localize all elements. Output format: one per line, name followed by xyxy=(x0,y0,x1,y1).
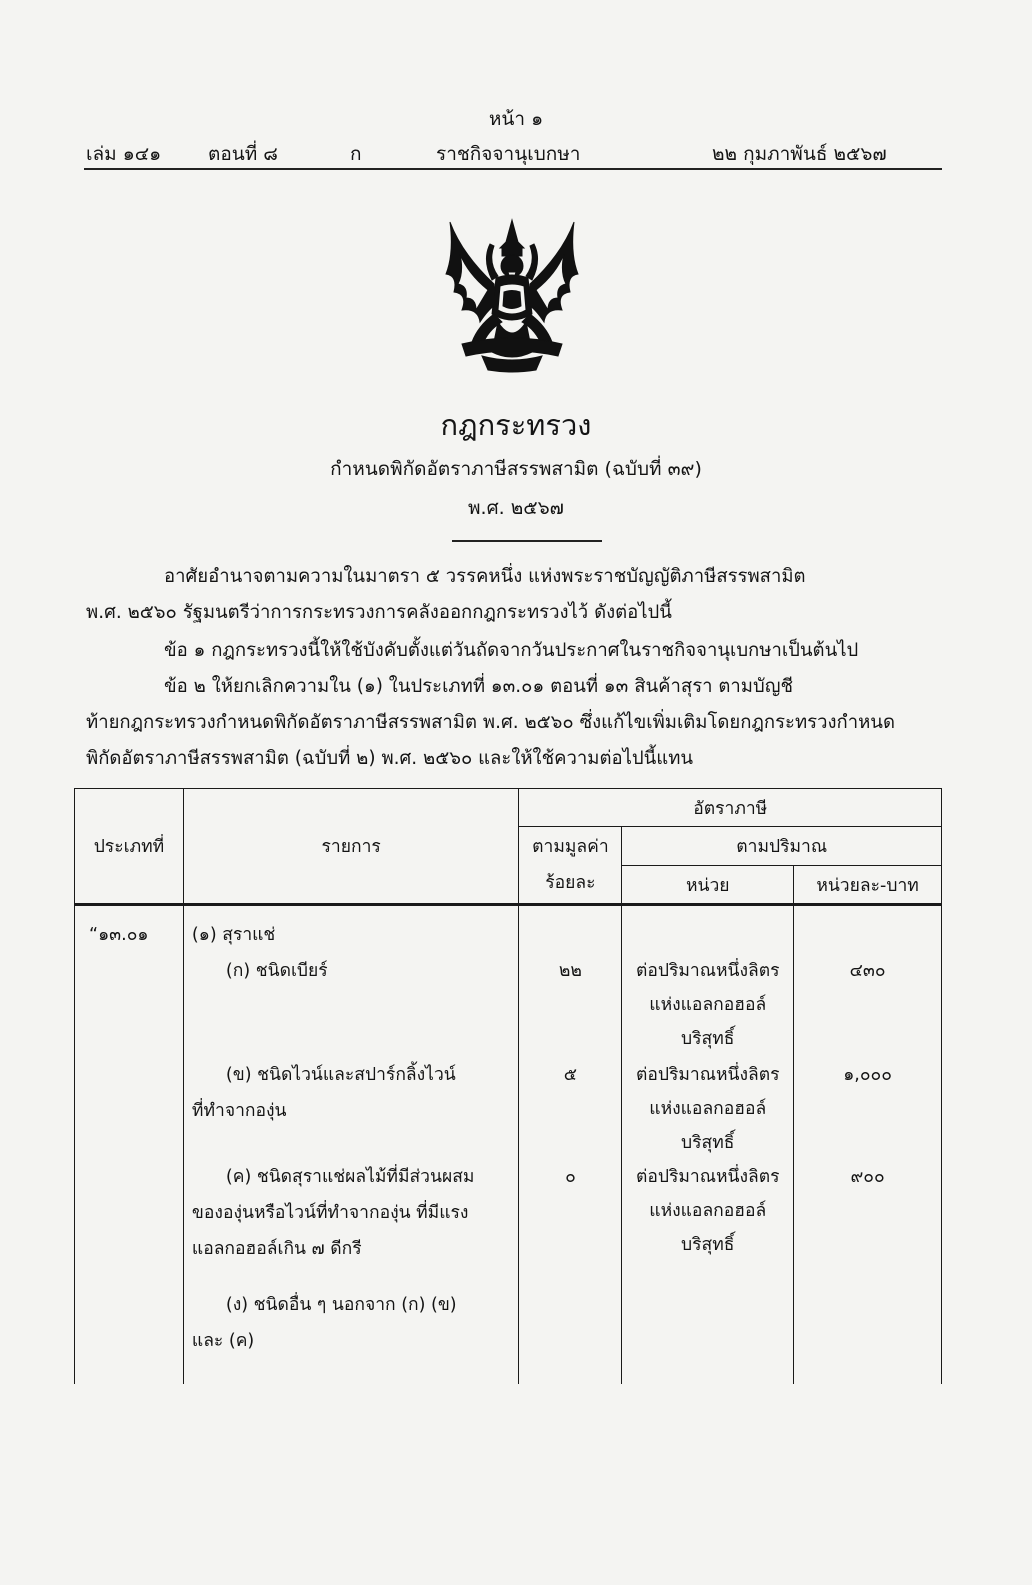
page-number: หน้า ๑ xyxy=(488,108,544,130)
baht-c: ๙๐๐ xyxy=(850,1167,885,1187)
header-by-quantity: ตามปริมาณ xyxy=(622,827,942,866)
unit-a-line-3: บริสุทธิ์ xyxy=(681,1029,735,1049)
baht-b: ๑,๐๐๐ xyxy=(843,1065,892,1085)
header-unit: หน่วย xyxy=(622,866,794,905)
paragraph-clause-1: ข้อ ๑ กฎกระทรวงนี้ให้ใช้บังคับตั้งแต่วันถัดจากวันประกาศในราชกิจจานุเบกษาเป็นต้นไป xyxy=(164,640,859,661)
document-subtitle: กำหนดพิกัดอัตราภาษีสรรพสามิต (ฉบับที่ ๓๙) xyxy=(330,458,702,480)
title-rule xyxy=(452,540,602,542)
unit-a-line-2: แห่งแอลกอฮอล์ xyxy=(649,995,767,1015)
unit-c-line-2: แห่งแอลกอฮอล์ xyxy=(649,1201,767,1221)
document-year: พ.ศ. ๒๕๖๗ xyxy=(468,497,564,519)
header-tax-rate: อัตราภาษี xyxy=(519,789,942,827)
item-c-line-2: ขององุ่นหรือไวน์ที่ทำจากองุ่น ที่มีแรง xyxy=(191,1203,469,1223)
paragraph-clause-2-line-3: พิกัดอัตราภาษีสรรพสามิต (ฉบับที่ ๒) พ.ศ. ๒๕๖๐ และให้ใช้ความต่อไปนี้แทน xyxy=(86,748,694,769)
tax-rate-table xyxy=(74,788,942,1384)
unit-c-line-3: บริสุทธิ์ xyxy=(681,1235,735,1255)
paragraph-clause-2-line-2: ท้ายกฎกระทรวงกำหนดพิกัดอัตราภาษีสรรพสามิต พ.ศ. ๒๕๖๐ ซึ่งแก้ไขเพิ่มเติมโดยกฎกระทรวงกำหนด xyxy=(86,712,895,733)
value-rate-cell xyxy=(519,905,622,1385)
unit-b-line-1: ต่อปริมาณหนึ่งลิตร xyxy=(635,1065,780,1085)
gazette-name: ราชกิจจานุเบกษา xyxy=(436,143,581,165)
header-percent-label: ร้อยละ xyxy=(545,873,596,893)
group-label: (๑) สุราแช่ xyxy=(191,925,276,945)
header-item: รายการ xyxy=(183,789,519,905)
item-cell xyxy=(183,905,519,1385)
unit-c-line-1: ต่อปริมาณหนึ่งลิตร xyxy=(635,1167,780,1187)
paragraph-preamble-line-2: พ.ศ. ๒๕๖๐ รัฐมนตรีว่าการกระทรวงการคลังออกกฎกระทรวงไว้ ดังต่อไปนี้ xyxy=(86,602,672,623)
value-rate-a: ๒๒ xyxy=(558,961,582,981)
baht-a: ๔๓๐ xyxy=(849,961,886,981)
section-label: ก xyxy=(350,143,362,165)
item-c-line-3: แอลกอฮอล์เกิน ๗ ดีกรี xyxy=(191,1239,362,1259)
paragraph-clause-2-line-1: ข้อ ๒ ให้ยกเลิกความใน (๑) ในประเภทที่ ๑๓.๐๑ ตอนที่ ๑๓ สินค้าสุรา ตามบัญชี xyxy=(164,676,794,697)
header-by-value-label: ตามมูลค่า xyxy=(532,837,609,857)
publication-date: ๒๒ กุมภาพันธ์ ๒๕๖๗ xyxy=(712,143,887,165)
value-rate-c: ๐ xyxy=(565,1167,576,1187)
value-rate-b: ๕ xyxy=(563,1065,578,1085)
item-d-line-2: และ (ค) xyxy=(191,1331,255,1351)
category-cell xyxy=(75,905,184,1385)
garuda-emblem-icon xyxy=(432,214,592,374)
unit-cell xyxy=(622,905,794,1385)
category-code: “๑๓.๐๑ xyxy=(89,925,149,945)
header-rule xyxy=(84,168,942,170)
header-by-value xyxy=(519,827,622,905)
episode-label: ตอนที่ ๘ xyxy=(208,143,278,165)
item-d-line-1: (ง) ชนิดอื่น ๆ นอกจาก (ก) (ข) xyxy=(225,1295,457,1315)
item-c-line-1: (ค) ชนิดสุราแช่ผลไม้ที่มีส่วนผสม xyxy=(225,1167,475,1187)
header-baht-per-unit: หน่วยละ-บาท xyxy=(794,866,942,905)
unit-a-line-1: ต่อปริมาณหนึ่งลิตร xyxy=(635,961,780,981)
volume-label: เล่ม ๑๔๑ xyxy=(86,143,162,165)
baht-cell xyxy=(794,905,942,1385)
document-title: กฎกระทรวง xyxy=(440,408,592,442)
unit-b-line-2: แห่งแอลกอฮอล์ xyxy=(649,1099,767,1119)
unit-b-line-3: บริสุทธิ์ xyxy=(681,1133,735,1153)
item-b-line-2: ที่ทำจากองุ่น xyxy=(191,1101,287,1121)
item-a-line-1: (ก) ชนิดเบียร์ xyxy=(225,961,328,981)
item-b-line-1: (ข) ชนิดไวน์และสปาร์กลิ้งไวน์ xyxy=(225,1065,456,1085)
paragraph-preamble-line-1: อาศัยอำนาจตามความในมาตรา ๕ วรรคหนึ่ง แห่งพระราชบัญญัติภาษีสรรพสามิต xyxy=(164,566,806,587)
header-category: ประเภทที่ xyxy=(75,789,184,905)
